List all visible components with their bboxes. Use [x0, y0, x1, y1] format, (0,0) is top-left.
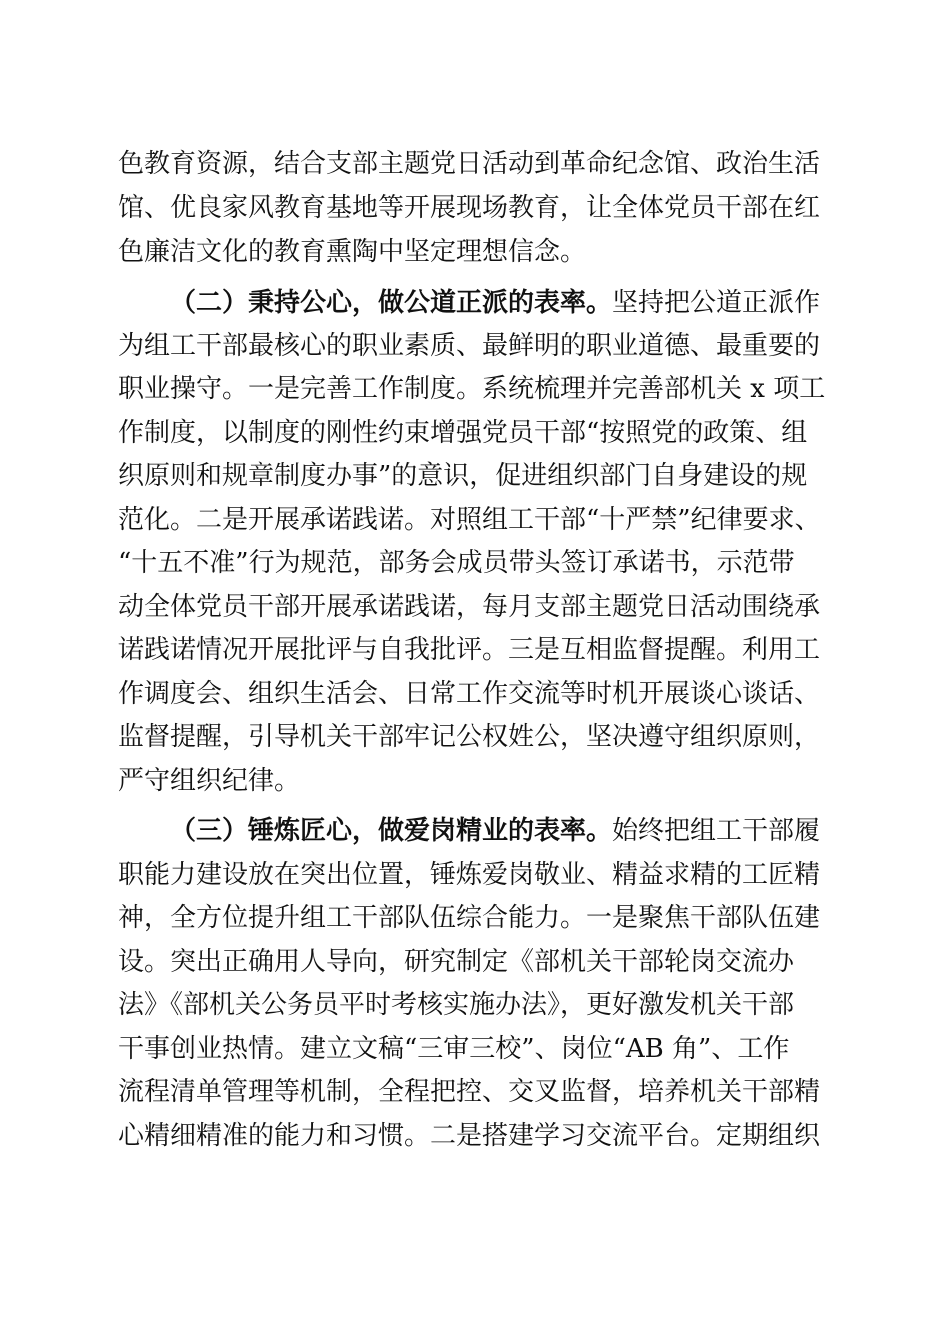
- text-line: 范化。二是开展承诺践诺。对照组工干部“十严禁”纪律要求、: [118, 505, 821, 535]
- text-line: 神，全方位提升组工干部队伍综合能力。一是聚焦干部队伍建: [118, 903, 821, 933]
- text-line: “十五不准”行为规范，部务会成员带头签订承诺书，示范带: [118, 548, 795, 578]
- text-line: 心精细精准的能力和习惯。二是搭建学习交流平台。定期组织: [118, 1121, 821, 1151]
- text-line: 严守组织纪律。: [118, 766, 301, 796]
- text-line: 监督提醒，引导机关干部牢记公权姓公，坚决遵守组织原则，: [118, 722, 821, 752]
- text-line: 作调度会、组织生活会、日常工作交流等时机开展谈心谈话、: [118, 679, 821, 709]
- paragraph-3-first-line: [170, 813, 820, 849]
- text-line: 织原则和规章制度办事”的意识，促进组织部门自身建设的规: [118, 461, 808, 491]
- text-line: 法》《部机关公务员平时考核实施办法》，更好激发机关干部: [118, 990, 795, 1020]
- paragraph-2-first-line: [170, 285, 820, 321]
- text-line: 为组工干部最核心的职业素质、最鲜明的职业道德、最重要的: [118, 331, 821, 361]
- text-line: 职业操守。一是完善工作制度。系统梳理并完善部机关 x 项工: [118, 374, 826, 404]
- text-run: 始终把组工干部履: [612, 816, 821, 846]
- text-line: 职能力建设放在突出位置，锤炼爱岗敬业、精益求精的工匠精: [118, 860, 821, 890]
- section-heading: （三）锤炼匠心，做爱岗精业的表率。: [170, 816, 613, 846]
- text-line: 诺践诺情况开展批评与自我批评。三是互相监督提醒。利用工: [118, 635, 821, 665]
- text-line: 流程清单管理等机制，全程把控、交叉监督，培养机关干部精: [118, 1077, 821, 1107]
- section-heading: （二）秉持公心，做公道正派的表率。: [170, 288, 613, 318]
- text-run: 坚持把公道正派作: [612, 288, 821, 318]
- text-line: 作制度，以制度的刚性约束增强党员干部“按照党的政策、组: [118, 418, 808, 448]
- text-line: 干事创业热情。建立文稿“三审三校”、岗位“AB 角”、工作: [118, 1034, 790, 1064]
- text-line: 设。突出正确用人导向，研究制定《部机关干部轮岗交流办: [118, 947, 795, 977]
- text-line: 动全体党员干部开展承诺践诺，每月支部主题党日活动围绕承: [118, 592, 821, 622]
- text-line: 色廉洁文化的教育熏陶中坚定理想信念。: [118, 237, 587, 267]
- text-line: 馆、优良家风教育基地等开展现场教育，让全体党员干部在红: [118, 193, 821, 223]
- text-line: 色教育资源，结合支部主题党日活动到革命纪念馆、政治生活: [118, 149, 821, 179]
